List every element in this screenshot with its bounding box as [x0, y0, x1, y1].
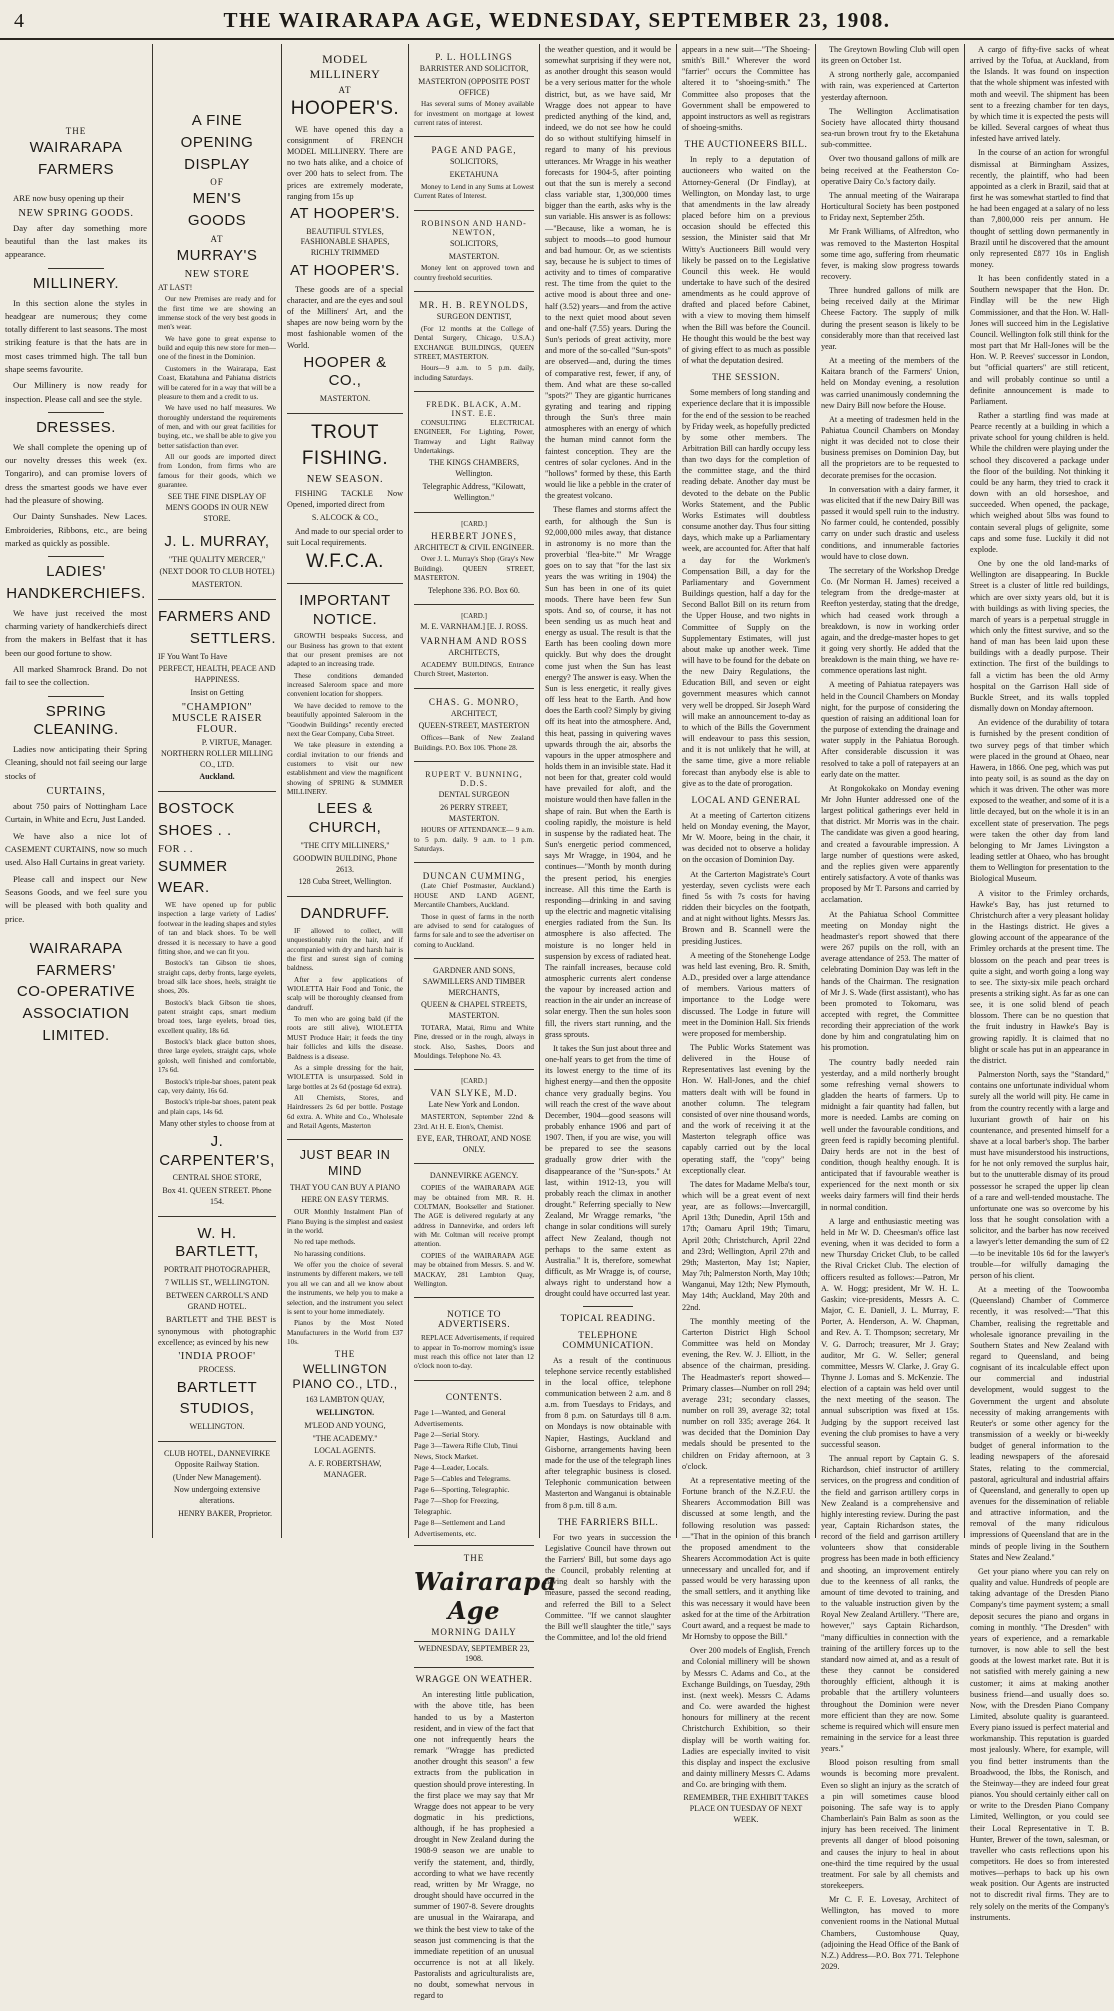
lees-church-ad	[287, 584, 403, 897]
footer-line-5: LIMITED.	[42, 1026, 110, 1044]
flour-champion: "CHAMPION" MUSCLE RAISER FLOUR.	[171, 701, 263, 735]
ad-firm-name-2: FARMERS	[37, 160, 114, 178]
bartlett-portrait: PORTRAIT PHOTOGRAPHER,	[163, 1265, 271, 1275]
news-item: A large and enthusiastic meeting was held in Mr W. D. Cheesman's office last evening, when it was decided to form a new Thursday Cricket Club, to be called the Rival Cricket Club. The election of officers resulted as follows:—Patron, Mr A. W. Hogg; president, Mr W. H. L. Gaskin; vice-presidents, Messrs A. C. Major, C. E. Daniell, J. L. Murray, F. Porter, A. Henderson, A. W. Chapman, and Rev. A. T. Thompson; secretary, Mr V. G. Darroch; treasurer, Mr J. Gray; auditor, Mr G. W. Seller; general committee, Messrs W. Clarke, J. Gray G. Thynne J. Lomas and S. McKenzie. The election of a captain was held over until the next meeting of the season. The annual subscription was fixed at 15s. Judging by the support received last evening the club promises to have a very successful season.	[821, 1216, 959, 1449]
cumming-text: Those in quest of farms in the north are advised to send for catalogues of farms for sale and to see the advertiser on coming to Auckland.	[414, 912, 534, 949]
gardner-addr: QUEEN & CHAPEL STREETS, MASTERTON.	[421, 1000, 527, 1021]
piano-text-5: Pianos by the Most Noted Manufacturers in the World from £37 10s.	[287, 1319, 403, 1346]
column-5	[540, 44, 676, 1643]
club-hotel-ad	[158, 1442, 276, 1524]
flour-heading-1: FARMERS AND	[158, 608, 272, 626]
dandruff-text: IF allowed to collect, will unquestionably ruin the hair, and if accompanied with dry and harsh hair is the first and surest sign of coming baldness.	[287, 926, 403, 973]
murray-line-1: A FINE	[191, 112, 243, 129]
flour-text: IF You Want To Have	[158, 651, 228, 661]
trout-new-season: NEW SEASON.	[306, 473, 384, 485]
slyke-name: VAN SLYKE, M.D.	[430, 1088, 518, 1099]
cumming-sub: (Late Chief Postmaster, Auckland.) HOUSE AND LAND AGENT, Mercantile Chambers, Auckland.	[414, 882, 534, 910]
card-page	[414, 137, 534, 210]
news-item: The annual report by Captain G. S. Richardson, chief instructor of artillery services, on the progress and condition of the field and garrison artillery corps in New Zealand is a comprehensive and highly interesting review. During the past year, Captain Richardson states, the record of the field and garrison artillery volunteers show that considerable progress has been made in both efficiency and shooting, an improvement entirely due to the keenness of all ranks, the amount of time devoted to training, and to the valuable instruction given by the Royal New Zealand Artillery. "There are, however," says Captain Richardson, "many difficulties in connection with the training of the artillery forces up to the standard now aimed at, and as a result of these they cannot be considered thoroughly efficient, although it is probable that the artillery volunteers throughout the Dominion were never more efficient than they are now. Some scheme is required which will ensure men remaining in the service for a least three years."	[821, 1454, 959, 1754]
dresses-text-2: Our Dainty Sunshades. New Laces. Embroideries, Ribbons, etc., are being marked as quickly as possible.	[5, 511, 147, 548]
card-slyke	[414, 1070, 534, 1164]
news-item: In the course of an action for wrongful dismissal at Birmingham Assizes, recently, the plaintiff, who had been appointed as a clerk in Brazil, said that at first he was somewhat startled to find that he had been engaged at a salary of no less than 7,800,000 reis per annum. He thought of settling down permanently in Brazil until he discovered that the amount only represented £877 10s in English money.	[970, 148, 1109, 269]
news-item: The Wellington Acclimatisation Society have allocated thirty thousand sea-run brown trout fry to the Eketahuna sub-committee.	[821, 106, 959, 150]
lees-text-3: We have decided to remove to the beautifully appointed Saleroom in the "Goodwin Buildings" recently erected next the Gear Company, Cuba Street.	[287, 701, 403, 738]
column-2	[153, 44, 281, 1538]
millinery-heading: MILLINERY.	[32, 274, 120, 292]
flour-company: NORTHERN ROLLER MILLING CO., LTD.	[161, 748, 273, 769]
bartlett-india-proof: 'INDIA PROOF'	[178, 1350, 256, 1362]
slyke-sub: Late New York and London.	[428, 1100, 520, 1110]
topical-heading: TOPICAL READING.	[560, 1313, 656, 1324]
wragge-cont-2: These flames and storms affect the earth, for although the Sun is 92,000,000 miles away, that distance in astronomy is no more than the proverbial 'flea-bite.'" Mr Wragge goes on to say that "for the last six years the was writing in 1904) the Sun has been in one of its quiet moods. There have been few Sun spots. And so, of course, it has not been sending us as much heat and energy as usual. The result is that the Earth has been cooling down more quickly. But why does the drought come just when the Sun has least energy? The answer is easy. When the Sun is less energetic, it really gives off less heat to the Earth. And how does the Earth cool? Simply by giving off its heat into the atmosphere. And, this heat, passing in quivering waves upwards through the air, absorbs the vapours in the upper atmosphere and holds them in an invisible state. Had it not been for that, greater cold would have prevailed for aloft, and the moisture would then have fallen in the shape of rain. But when the Earth is cooling rapidly, the moisture is held in suspense by the radiated heat. The Sun's energetic period commenced, says Mr Wragge, in 1904, and he continues—"Month by month during the present period, his energies increase. All this time the Earth is responding—drinking in and saving up the electric and magnetic vitalising energies radiated from the Sun. Its atmosphere is also affected. The moisture is no longer held in suspension by excess of radiated heat. The rainfall increases, because cold atmospheric currents alert condense the vapour by increased action and reaction in the air under an increase of solar energy. Then the sun holes soon fill, the rivers start running, and the grass sprouts.	[545, 505, 671, 1039]
contents-item: Page 7—Shop for Freezing, Telegraphic.	[414, 1495, 499, 1516]
dresses-text: We shall complete the opening up of our novelty dresses this week (ex. Tongariro), and can promise lovers of dress the smartest goods we have ever had the pleasure of showing.	[5, 441, 147, 505]
contents-item: Page 6—Sporting, Telegraphic.	[414, 1484, 510, 1494]
dandruff-text-2: After a few applications of WIOLETTA Hair Food and Tonic, the scalp will be thoroughly cleansed from dandruff.	[287, 975, 403, 1012]
bunning-hours: HOURS OF ATTENDANCE— 9 a.m. to 5 p.m. daily. 9 a.m. to 1 p.m. Saturdays.	[414, 826, 534, 854]
local-item: At a representative meeting of the Fortune branch of the N.Z.F.U. the Shearers Accommodation Bill was discussed at some length, and the following resolution was passed:—"That in the opinion of this branch the proposed amendment to the Shearers Accommodation Act is quite unnecessary and uncalled for, and if passed would be very harassing upon the small settlers, and it anything like this was necessary it would have been asked for at the time of the Arbitration Court award, and a request be made to Mr Hornsby to oppose the Bill."	[682, 1475, 810, 1642]
ad-intro: ARE now busy opening up their	[13, 192, 124, 203]
bartlett-studios-3: WELLINGTON.	[189, 1422, 245, 1432]
dandruff-text-5: All Chemists, Stores, and Hairdressers 2s 6d per bottle. Postage 6d extra. A. White and Co., Wholesale and Retail Agents, Masterton	[287, 1093, 403, 1131]
bostock-4: SUMMER	[158, 857, 228, 875]
bostock-ad	[158, 792, 276, 1217]
bunning-text: 26 PERRY STREET, MASTERTON.	[440, 802, 508, 823]
bostock-central: CENTRAL SHOE STORE,	[172, 1173, 262, 1183]
lees-name: LEES & CHURCH,	[308, 800, 382, 837]
local-heading: LOCAL AND GENERAL	[691, 795, 801, 806]
flour-insist: Insist on Getting	[190, 687, 244, 697]
bostock-text-5: Bostock's triple-bar shoes, patent peak cap, very dainty, 16s 6d.	[158, 1077, 276, 1095]
contents-item: Page 4—Leader, Locals.	[414, 1462, 489, 1472]
local-item: A meeting of the Stonehenge Lodge was held last evening, Bro. R. Smith, A.D., presided over a large attendance of members. Various matters of importance to the Lodge were discussed. The Lodge in future will meet in the Dominion Hall. Six friends were proposed for membership.	[682, 950, 810, 1038]
contents-item: Page 1—Wanted, and General Advertisements.	[414, 1407, 506, 1428]
robinson-name: ROBINSON AND HAND-NEWTON,	[421, 218, 527, 237]
local-item: The Public Works Statement was delivered in the House of Representatives last evening by the Hon. W. Hall-Jones, and the chief matters dealt with will be found in another column. The telegram consisted of over nine thousand words, and the work of receiving it at the Masterton telegraph office was capably carried out by the local operating staff, the "copy" being exceptionally clear.	[682, 1042, 810, 1175]
farriers-heading: THE FARRIERS BILL.	[557, 1517, 659, 1528]
hooper-text-2: These goods are of a special character, and are the eyes and soul of the Milliners' Art, and the shapes are now being worn by the most fashionable women of the World.	[287, 284, 403, 350]
footer-line-4: ASSOCIATION	[22, 1005, 130, 1023]
varnham-names: M. E. VARNHAM.] [E. J. ROSS.	[420, 622, 528, 632]
wragge-text: An interesting little publication, with the above title, has been handed to us by a Masterton resident, and in view of the fact that one not infrequently hears the remark "Wragge has predicted another drought this season" a few extracts from the publication in question should prove interesting. In the first place we may say that Mr Wragge does not appear to be very dogmatic in his predictions, although, if he has prophesied a drought in New Zealand during the 1908-9 season we are unable to verify the statement, and, thirdly, according to what we have recently read, written by Mr Wragge, no drought should have occurred in the summer of 1907-8. Severe droughts are unusual in the Wairarapa, and we think the best view to take of the season just commencing is that the immediate repetition of an unusual occurrence is not at all likely. Pastoralists and agriculturalists are, no doubt, somewhat nervous in regard to	[414, 1690, 534, 2001]
trout-1: TROUT	[311, 422, 379, 444]
millinery-text-2: Our Millinery is now ready for inspection. Please call and see the style.	[5, 380, 147, 404]
piano-text: OUR Monthly Instalment Plan of Piano Buying is the simplest and easiest in the world.	[287, 1208, 403, 1235]
murray-ad	[158, 44, 276, 600]
news-item: It has been confidently stated in a Southern newspaper that the Hon. Dr. Findlay will be the new High Commissioner, and that the Hon. W. Hall-Jones will succeed him in the Legislative Council. Wellington folk still think for the most part that Mr Hall-Jones will be the Hon. W. P. Reeves' successor in London, but "official quarters" are still reticent, and will probably continue so until a definite announcement is made to Parliament.	[970, 274, 1109, 406]
news-item: At a meeting of the members of the Kaitara branch of the Farmers' Union, held on Monday evening, a resolution was carried unanimously condemning the new Dairy Bill now before the House.	[821, 356, 959, 410]
notice-to-advertisers	[414, 1298, 534, 1380]
varnham-sub: ARCHITECTS,	[448, 648, 500, 658]
piano-company: WELLINGTON PIANO CO., LTD.,	[292, 1362, 398, 1392]
page-sub: SOLICITORS,	[449, 157, 499, 167]
murray-line-6: GOODS	[187, 212, 247, 229]
murray-p4: We have used no half measures. We thoroughly understand the requirements of men, and with our great facilities for buying, etc., we shall be able to give you better satisfaction than ever.	[158, 404, 276, 450]
slyke-text-2: EYE, EAR, THROAT, AND NOSE ONLY.	[416, 1133, 532, 1154]
page-name: PAGE AND PAGE,	[431, 145, 517, 156]
card-jones	[414, 513, 534, 606]
bartlett-studios-2: STUDIOS,	[179, 1400, 255, 1418]
dandruff-ad	[287, 897, 403, 1140]
dannevirke-agency	[414, 1164, 534, 1298]
hooper-name: HOOPER'S.	[290, 98, 400, 119]
farriers-text: For two years in succession the Legislative Council have thrown out the Farriers' Bill, but some days ago the Council, probably relenting at having dealt so harshly with the measure, passed the second reading, and referred the Bill to a Select Committee. "If we cannot slaughter the Bill we'll slaughter the title," says the Committee, and lo! the old friend	[545, 1532, 671, 1643]
news-item: The secretary of the Workshop Dredge Co. (Mr Norman H. James) received a telegram from the dredge-master at Reefton yesterday, stating that the dredge, which had ceased work through a breakdown, is now in working order again, and the dredge-master hopes to get it going very shortly. He added that the breakdown is the main thing, we have re-commence operations last night.	[821, 565, 959, 676]
varnham-card: [CARD.]	[461, 612, 487, 621]
club-hotel-mgmt: (Under New Management).	[172, 1472, 262, 1482]
piano-local: LOCAL AGENTS.	[314, 1446, 376, 1456]
hooper-model: MODEL MILLINERY	[309, 52, 381, 81]
editorial	[414, 1546, 557, 2011]
reynolds-name: MR. H. B. REYNOLDS,	[419, 300, 529, 311]
monro-sub: ARCHITECT,	[450, 708, 498, 718]
farriers-cont: appears in a new suit—"The Shoeing-smith's Bill." Wherever the word "farrier" occurs the Committee has altered it to "shoeing-smith." The Committee also proposes that the Government shall be empowered to appoint instructors as well as registrars of shoeing-smiths.	[682, 45, 810, 133]
hooper-town: MASTERTON.	[319, 394, 371, 404]
news-item: A meeting of Pahiatua ratepayers was held in the Council Chambers on Monday night, for the purpose of considering the question of raising an additional loan for the purpose of extending the drainage and water supply in the Pahiatua Borough. After considerable discussion it was resolved to take a poll of ratepayers at an early date on the matter.	[821, 680, 959, 779]
page-town: EKETAHUNA	[449, 170, 499, 180]
bostock-3: FOR . .	[158, 843, 194, 855]
hooper-beautiful: BEAUTIFUL STYLES, FASHIONABLE SHAPES, RICHLY TRIMMED	[300, 226, 390, 258]
dannevirke-text-2: COPIES of the WAIRARAPA AGE may be obtained from Messrs. S. and W. MACKAY, 281 Lambton Quay, Wellington.	[414, 1251, 534, 1288]
card-black	[414, 392, 534, 513]
flag-morning: MORNING DAILY	[431, 1626, 517, 1637]
gardner-text: TOTARA, Matai, Rimu and White Pine, dressed or in the rough, always in stock. Also, Sashes, Doors and Mouldings. Telephone No. 43.	[414, 1023, 534, 1061]
bunning-sub: DENTAL SURGEON	[438, 789, 510, 799]
spring-cleaning-heading: SPRING CLEANING.	[33, 702, 119, 739]
local-remember: REMEMBER, THE EXHIBIT TAKES PLACE ON TUESDAY OF NEXT WEEK.	[683, 1793, 809, 1824]
contents-item: Page 5—Cables and Telegrams.	[414, 1473, 511, 1483]
piano-bear-3: HERE ON EASY TERMS.	[301, 1195, 389, 1205]
masthead	[0, 0, 1114, 40]
bostock-text-4: Bostock's black glace button shoes, three large eyelets, straight caps, whole golosh, well finished and comfortable, 17s 6d.	[158, 1038, 276, 1075]
notice-text: REPLACE Advertisements, if required to appear in To-morrow morning's issue must reach this office not later than 12 o'clock noon to-day.	[414, 1334, 534, 1371]
news-item: Palmerston North, says the "Standard," contains one unfortunate individual whom surely all the world will pity. He came in from the country recently with a large and luxuriant growth of hair on his countenance, and presented himself for a shave at a local barber's shop. The barber must have misunderstood his instructions, for he not only removed the surplus hair, but to the unutterable dismay of its proud possessor he scraped the upper lip clean of a rare and well-tended moustache. The unfortunate one was so overcome by his loss that he sought consolation with a solicitor, and the barber has now received a lawyer's letter demanding the sum of £2—to be inevitable 10s 6d for the lawyer's trouble—for wilfully damaging the person of his client.	[970, 1070, 1109, 1280]
column-1-farmers-ad	[0, 44, 152, 1538]
murray-p3: Customers in the Wairarapa, East Coast, Ekatahuna and Pahiatua districts will be catered for in a way that will be a pleasure to them and a credit to us.	[158, 364, 276, 401]
telephone-text: As a result of the continuous telephone service recently established in the local office, telephone communication between 2 a.m. and 8 a.m. from Tuesdays to Fridays, and from 8 p.m. on Saturdays till 8 a.m. on Mondays is now obtainable with Napier, Hastings, Auckland and Gisborne, arrangements having been made for the use of the telegraph lines after telegraphic business is closed. Telephonic communication between Masterton and Wanganui is obtainable from 8 p.m. till 8 a.m.	[545, 1355, 671, 1510]
dandruff-heading: DANDRUFF.	[300, 905, 390, 923]
piano-text-2: No red tape methods.	[294, 1238, 356, 1247]
contents-item: Page 2—Serial Story.	[414, 1429, 480, 1439]
dannevirke-text: COPIES of the WAIRARAPA AGE may be obtained from MR. R. H. COLTMAN, Bookseller and Stationer. The AGE is delivered regularly at any address in Dannevirke, and orders left with Mr. Coltman will receive prompt attention.	[414, 1184, 534, 1249]
newspaper-title: THE WAIRARAPA AGE, WEDNESDAY, SEPTEMBER 23, 1908.	[223, 8, 891, 32]
jones-tel: Telephone 336. P.O. Box 60.	[428, 585, 520, 595]
hollings-name: P. L. HOLLINGS	[435, 52, 513, 62]
hollings-sub: BARRISTER AND SOLICITOR,	[419, 64, 529, 73]
murray-p1: Our new Premises are ready and for the first time we are showing an immense stock of the very best goods in men's wear.	[158, 295, 276, 332]
murray-line-3: DISPLAY	[184, 155, 250, 173]
contents-item: Page 8—Settlement and Land Advertisements, etc.	[414, 1517, 505, 1538]
lees-text-4: We take pleasure in extending a cordial invitation to our friends and customers to visit our new establishment and view the magnificent showing of SPRING & SUMMER MILLINERY.	[287, 741, 403, 797]
news-item: A visitor to the Frimley orchards, Hawke's Bay, has just returned to Christchurch after a very pleasant holiday in the Hastings district. He gives a glowing account of the appearance of the Frimley orchards at the present time. The blossom on the peach and pear trees is quite a sight, and worth going a long way to see. The sixty-six mile peach orchard presents a striking sight. As far as one can see, it is one solid blend of peach blossom. There can be no question that the fruit industry in Hawke's Bay is growing rapidly. It is claimed that no blight or scale has put in an appearance in the district.	[970, 888, 1109, 1065]
bartlett-name: W. H. BARTLETT,	[175, 1224, 259, 1261]
trout-text-2: And made to our special order to suit Local requirements.	[287, 526, 403, 547]
lees-important: IMPORTANT NOTICE.	[299, 591, 391, 628]
card-gardner	[414, 959, 534, 1070]
local-item: At a meeting of Carterton citizens held on Monday evening, the Mayor, Mr W. Moore, being in the chair, it was decided not to observe a holiday on the occasion of Dominion Day.	[682, 810, 810, 865]
notice-heading: NOTICE TO ADVERTISERS.	[437, 1310, 511, 1331]
local-item: Over 200 models of English, French and Colonial millinery will be shown by Messrs C. Adams and Co., at the Exchange Buildings, on Tuesday, 29th inst. (next week). Messrs C. Adams and Co. were awarded the highest honours for millinery at the recent Christchurch Exhibition, so their display will be worth waiting for. Ladies are especially invited to visit this display and inspect the exclusive and dainty millinery Messrs C. Adams and Co. are bringing with them.	[682, 1646, 810, 1790]
column-3	[282, 44, 408, 1538]
news-item: The annual meeting of the Wairarapa Horticultural Society has been postponed to Friday next, September 25th.	[821, 190, 959, 223]
hollings-text: Has several sums of Money available for investment on mortgage at lowest current rates of interest.	[414, 100, 534, 128]
monro-text: QUEEN-STREET, MASTERTON	[418, 721, 530, 731]
bartlett-between: BETWEEN CARROLL'S AND GRAND HOTEL.	[165, 1290, 269, 1311]
varnham-firm: VARNHAM AND ROSS	[420, 636, 528, 647]
piano-the: THE	[334, 1349, 356, 1360]
trout-text: FISHING TACKLE Now Opened, imported direct from	[287, 488, 403, 509]
reynolds-sub: SURGEON DENTIST,	[436, 312, 512, 322]
ladies-text-2: All marked Shamrock Brand. Do not fail to see the collection.	[5, 664, 147, 688]
bostock-many: Many other styles to choose from at	[159, 1119, 275, 1128]
bunning-name: RUPERT V. BUNNING, D.D.S.	[425, 769, 523, 788]
murray-quality: "THE QUALITY MERCER,"	[168, 554, 266, 564]
trout-alcock: S. ALCOCK & CO.,	[311, 512, 379, 522]
murray-line-7: AT	[210, 233, 224, 244]
footer-line-2: FARMERS'	[36, 961, 116, 979]
piano-academy: "THE ACADEMY."	[312, 1433, 378, 1443]
murray-line-2: OPENING	[180, 133, 254, 151]
murray-line-9: NEW STORE	[184, 268, 250, 280]
wragge-cont-1: the weather question, and it would be somewhat surprising if they were not, as another drought this season would be a very serious matter for the whole district, but, as we have said, Mr Wragge does not appear to have predicted anything of the kind, and, indeed, we do not see how he could do so without stultifying himself in regard to many of his previous utterances. Mr Wragge in his weather forecasts for 1904-5, after pointing out that the sun is merely a second class variable star, 1,300,000 times bigger than the earth, asks why is the sun variable. His answer is as follows:—"Because, like a woman, he is subject to moods—to good humour and bad humour. Or, as we scientists say, because he is subject to times of activity and to times of comparative rest. The time from the quiet to the active mood is about three and one-half (3.52) years—and from the active to the next quiet mood about seven and one-half (7.55) years. During the Sun's periods of great activity, more and more of the so-called "Sun-spots" are observed—and, during the times of comparative rest, fewer, if any, of them. And what are these so-called "spots?" They are gigantic hurricanes gyrating and tearing and ripping through the Sun's three main atmospheres with an energy of which the human mind cannot form the faintest conception. They are the centres of solar cyclones. And in the "hollows" formed by these, this Earth would lie like a pebble in the crater of the greatest volcano.	[545, 45, 671, 501]
bartlett-process: PROCESS.	[198, 1364, 236, 1374]
news-item: At Rongokokako on Monday evening Mr John Hunter addressed one of the largest political gatherings ever held in that district. Mr Morris was in the chair. The candidate was given a good hearing, and created a favourable impression. A large number of questions were asked, and the replies given were apparently entirely satisfactory. A vote of thanks was proposed by Mr T. Parsons and carried by acclamation.	[821, 783, 959, 905]
lees-text: GROWTH bespeaks Success, and our Business has grown to that extent that our present premises are not adapted to an increasing trade.	[287, 632, 403, 669]
hooper-text: WE have opened this day a consignment of FRENCH MODEL MILLINERY. There are no two hats alike, and a choice of over 200 hats to select from. The prices are extremely moderate, ranging from 15s up	[287, 124, 403, 201]
bostock-1: BOSTOCK	[158, 800, 235, 818]
spring-text: Ladies now anticipating their Spring Cleaning, should not fail seeing our large stocks of	[5, 744, 147, 781]
news-item: Three hundred gallons of milk are being received daily at the Mirimar Cheese Factory. The supply of milk during the present season is likely to be considerably more than that received last year.	[821, 286, 959, 351]
column-6	[677, 44, 815, 1824]
flour-ad	[158, 600, 276, 792]
piano-bear-2: THAT YOU CAN BUY A PIANO	[289, 1182, 401, 1192]
hooper-at-hoopers: AT HOOPER'S.	[290, 204, 400, 222]
murray-at-last: AT LAST!	[158, 282, 193, 292]
bostock-text-2: Bostock's tan Gibson tie shoes, straight caps, derby fronts, large eyelets, broad silk lace shoes, heels, straight tie shoes, 20s.	[158, 959, 276, 996]
news-item: Rather a startling find was made at Pearce recently at a building in which a private school for young children is held. While the children were playing under the school they discovered a package under the floor of the building. Not thinking it could be any harm, they tried to crack it down with an old horseshoe, and succeeded. When opened, the package, which weighed about 5lbs was found to contain several plugs of gelignite, some caps and some fuse. Luckily it did not explode.	[970, 411, 1109, 554]
piano-bear-1: JUST BEAR IN MIND	[299, 1148, 391, 1179]
lees-city: "THE CITY MILLINERS,"	[300, 840, 390, 850]
ladies-text: We have just received the most charming variety of handkerchiefs direct from the makers in Belfast that it has been our good fortune to show.	[5, 607, 147, 658]
trout-ad	[287, 414, 403, 584]
club-hotel-alt: Now undergoing extensive alterations.	[173, 1485, 261, 1506]
black-telegraphic: Telegraphic Address, "Kilowatt, Wellington."	[422, 482, 526, 502]
hooper-at-hoopers-2: AT HOOPER'S.	[290, 262, 400, 280]
telephone-heading: TELEPHONE COMMUNICATION.	[562, 1330, 654, 1351]
trout-2: FISHING.	[301, 447, 389, 469]
session-heading: THE SESSION.	[712, 373, 780, 384]
closing-text: Please call and inspect our New Seasons Goods, and we feel sure you will be pleased with both quality and price.	[5, 873, 147, 924]
ad-the: THE	[65, 126, 87, 136]
news-item: At a meeting of tradesmen held in the Pahiatua Council Chambers on Monday night it was decided not to close their business premises on Dominion Day, but all the proprietors are to be requested to decorate premises for the occasion.	[821, 414, 959, 480]
contents-box	[414, 1381, 534, 1546]
jones-text: Over J. L. Murray's Shop (Gray's New Building). QUEEN STREET, MASTERTON.	[414, 555, 534, 583]
contents-list	[414, 1407, 534, 1539]
lees-goodwin: GOODWIN BUILDING, Phone 2613.	[293, 853, 397, 874]
jones-card: [CARD.]	[461, 519, 487, 528]
page-text: Money to Lend in any Sums at Lowest Current Rates of Interest.	[414, 183, 534, 201]
bartlett-address: 7 WILLIS ST., WELLINGTON.	[164, 1277, 270, 1287]
flag-the: THE	[463, 1552, 485, 1563]
card-cumming	[414, 863, 534, 959]
bostock-2: SHOES . .	[158, 821, 232, 839]
card-robinson	[414, 211, 534, 292]
murray-line-5: MEN'S	[192, 190, 242, 208]
casement-text: We have also a nice lot of CASEMENT CURTAINS, now so much used. Also Hall Curtains in great variety.	[5, 830, 147, 868]
session-text: Some members of long standing and experience declare that it is impossible for the end of the session to be reached by Friday week, as hopefully predicted by some other members. The Arbitration Bill can hardly occupy less than two days for the completion of the committee stage, and the third reading debate. Another day must be devoted to the debate on the Public Works Statement, and the Public Works Estimates will doubtless consume another day. Thus four sitting days, which make up a Parliamentary week, are accounted for. After that half a day for the Workmen's Compensation Bill, a day for the Parliamentary and Government Buildings question, half a day for the Second Ballot Bill on its return from the Upper House, and two nights in Committee of Supply on the Supplementary Estimates, will just about make up another week. Time will have to be found for the debate on the new Dairy Regulations, the Education Bill, and seven or eight government measures which cannot very well be dropped. Sir Joseph Ward will make an announcement to-day as to which of the Bills the Government will endeavour to pass this session, and it is not unlikely that he will, at the same time, give a more reliable forecast than anybody else is able to give as to the date of prorogation.	[682, 388, 810, 788]
flour-text-2: PERFECT, HEALTH, PEACE AND HAPPINESS.	[158, 664, 276, 685]
local-item: The monthly meeting of the Carterton District High School Committee was held on Monday evening, the Rev. W. J. Elliott, in the absence of the chairman, presiding. The Headmaster's report showed—Primary classes—Number on roll 294; average 231; secondary classes, number on roll 39, average 32; total number on roll 335; average 264. It was decided that the Dominion Day medals should be presented to the children on Friday afternoon, at 3 o'clock.	[682, 1316, 810, 1471]
newspaper-flag: Wairarapa Age	[414, 1566, 557, 1625]
black-name: FREDK. BLACK, A.M. INST. E.E.	[426, 400, 522, 419]
slyke-text: MASTERTON, September 22nd & 23rd. At H. E. Eton's, Chemist.	[414, 1113, 534, 1131]
contents-item: Page 3—Tawera Rifle Club, Tinui News, Stock Market.	[414, 1440, 518, 1461]
column-7	[816, 44, 964, 1972]
curtains-heading: CURTAINS,	[46, 786, 106, 798]
dandruff-text-3: To men who are going bald (if the roots are still alive), WIOLETTA MUST Produce Hair; it feeds the tiny hair follicles and kills the disease. Baldness is a disease.	[287, 1015, 403, 1061]
news-item: Mr Frank Williams, of Alfredton, who was removed to the Masterton Hospital some time ago, suffering from rheumatic fever, is making slow progress towards recovery.	[821, 227, 959, 281]
dresses-heading: DRESSES.	[36, 419, 116, 436]
hooper-ad	[287, 44, 403, 414]
news-item: Over two thousand gallons of milk are being received at the Featherston Co-operative Dairy Co.'s factory daily.	[821, 154, 959, 186]
news-item: At the Pahiatua School Committee meeting on Monday night the headmaster's report showed that there were 267 pupils on the roll, with an average attendance of 253. The matter of celebrating Dominion Day was left in the hands of the Chairman. The resignation of Mr J. S. Wade (first assistant), who has been promoted to Tokomaru, was accepted with regret, the Committee recording their appreciation of the work done by him and congratulating him on his promotion.	[821, 909, 959, 1053]
news-item: Mr C. F. E. Lovesay, Architect of Wellington, has moved to more convenient rooms in the National Mutual Chambers, Customhouse Quay, (adjoining the Head Office of the Bank of N.Z.) Address—P.O. Box 771. Telephone 2029.	[821, 1895, 959, 1972]
monro-text-2: Offices—Bank of New Zealand Buildings. P.O. Box 106. 'Phone 28.	[414, 734, 534, 752]
flour-heading-2: SETTLERS.	[189, 629, 276, 647]
local-item: At the Carterton Magistrate's Court yesterday, seven cyclists were each fined 5s with 7s costs for having ridden their bicycles on the footpath, and at night without lights. Messrs Jas. Brown and B. Scannell were the presiding Justices.	[682, 869, 810, 946]
bostock-text: WE have opened up for public inspection a large variety of Ladies' footwear in the leading shapes and styles of tan and black shoes. To be well dressed it is necessary to have a good fitting shoe, and we can fit you.	[158, 901, 276, 956]
bostock-carpenter: J. CARPENTER'S,	[159, 1132, 275, 1169]
news-item: A strong northerly gale, accompanied with rain, was experienced at Carterton yesterday afternoon.	[821, 70, 959, 102]
varnham-text: ACADEMY BUILDINGS, Entrance Church Street, Masterton.	[414, 660, 534, 679]
millinery-text: In this section alone the styles in headgear are numerous; they come totally different to last seasons. The most striking feature is that the hats are in most cases trimmed high. The tall bun shape seems favourite.	[5, 297, 147, 375]
dannevirke-heading: DANNEVIRKE AGENCY.	[429, 1171, 519, 1181]
piano-mleod: M'LEOD AND YOUNG,	[304, 1420, 386, 1430]
bartlett-text: BARTLETT and THE BEST is synonymous with photographic excellence; as evinced by his new	[158, 1315, 276, 1347]
ad-firm-name-1: WAIRARAPA	[29, 139, 123, 156]
piano-city: WELLINGTON.	[315, 1408, 375, 1418]
bartlett-ad	[158, 1217, 276, 1442]
jones-name: HERBERT JONES,	[431, 530, 517, 541]
jones-sub: ARCHITECT & CIVIL ENGINEER.	[414, 542, 534, 552]
news-item: A cargo of fifty-five sacks of wheat arrived by the Tofua, at Auckland, from the Islands. It was found on inspection that the whole shipment was infested with moth and weevil. The shipment has been sent to a freezing chamber for ten days, by which time it is expected the pests will be killed. Several cargoes of wheat thus infested have arrived lately.	[970, 45, 1109, 144]
flour-city: Auckland.	[199, 772, 235, 782]
ad-goods-heading: NEW SPRING GOODS.	[18, 207, 134, 219]
bostock-text-3: Bostock's black Gibson tie shoes, patent straight caps, smart medium broad toes, large eyelets, broad ties, excellent quality, 18s 6d.	[158, 998, 276, 1035]
local-item: The dates for Madame Melba's tour, which will be a great event of next year, are as follows:—Invercargill, April 13th; Dunedin, April 15th and 17th; Oamaru April 19th; Timaru, April 20th; Christchurch, April 22nd and 23rd; Wellington, April 27th and 29th; Masterton, May 1st; Napier, May 7th; Palmerston North, May 10th; Wanganui, May 12th; New Plymouth, May 14th; Auckland, May 20th and 22nd.	[682, 1179, 810, 1312]
page-number: 4	[14, 10, 24, 32]
lees-cuba: 128 Cuba Street, Wellington.	[298, 877, 392, 887]
flour-manager: P. VIRTUE, Manager.	[201, 737, 272, 747]
club-hotel-name: CLUB HOTEL, DANNEVIRKE Opposite Railway Station.	[164, 1448, 270, 1469]
auctioneers-text: In reply to a deputation of auctioneers who waited on the Attorney-General (Dr Findlay), at Wellington, on Monday last, to urge that amendments in the law already placed before him on a previous occasion should be effected this session, the Minister said that Mr Witty's Auctioneers Bill would very likely be passed on to the Legislative Council this week. He would undertake to have such of the desired amendments as he could approve of drafted and placed before Cabinet, with a view to moving them himself when the Bill was before the Council. He thought this would be the best way of giving effect to as much as possible of what the deputation desired.	[682, 155, 810, 366]
hooper-co: HOOPER & CO.,	[303, 353, 387, 390]
robinson-text: Money lent on approved town and country freehold securities.	[414, 264, 534, 282]
robinson-sub: SOLICITORS,	[449, 238, 499, 248]
bostock-5: WEAR.	[158, 879, 210, 897]
reynolds-hours: Hours—9 a.m. to 5 p.m. daily, including Saturdays.	[414, 364, 534, 382]
ladies-heading-2: HANDKERCHIEFS.	[6, 585, 146, 602]
murray-line-4: OF	[210, 177, 224, 188]
piano-ad	[287, 1140, 403, 1488]
black-kings: THE KINGS CHAMBERS, Wellington.	[428, 458, 519, 479]
club-hotel-proprietor: HENRY BAKER, Proprietor.	[178, 1508, 272, 1518]
piano-address: 163 LAMBTON QUAY,	[305, 1395, 385, 1405]
murray-see: SEE THE FINE DISPLAY OF MEN'S GOODS IN OUR NEW STORE.	[165, 492, 269, 524]
card-varnham	[414, 605, 534, 688]
hooper-at: AT	[338, 85, 352, 95]
slyke-card: [CARD.]	[461, 1077, 487, 1086]
news-item: An evidence of the durability of totara is furnished by the present condition of two survey pegs of that timber which were placed in the ground at Ohaeo, near Hawera, in 1866. One peg, which was put into peaty soil, is as sound as the day on which it was driven. The other was more exposed to the weather, and some of it is a little decayed, but on the whole it is in an excellent state of preservation. The pegs were taken the other day from land belonging to Mr James Livingston a leading settler at Ohaeo, who has brought them to Wellington for presentation to the Biological Museum.	[970, 718, 1109, 884]
murray-town: MASTERTON.	[191, 580, 243, 590]
trout-wfca: W.F.C.A.	[306, 551, 384, 573]
piano-manager: A. F. ROBERTSHAW, MANAGER.	[308, 1459, 382, 1480]
card-monro	[414, 689, 534, 762]
footer-line-3: CO-OPERATIVE	[16, 983, 136, 1001]
bartlett-studios-1: BARTLETT	[176, 1378, 258, 1396]
curtains-text: about 750 pairs of Nottingham Lace Curtain, in White and Ecru, Just Landed.	[5, 801, 147, 825]
news-item: Get your piano where you can rely on quality and value. Hundreds of people are taking advantage of the Dresden Piano Company's time payment system; a small deposit secures the piano and organs in coming in monthly. "The Dresden" with years of experience, and a remarkable turnover, is now able to sell the best goods at the lowest market rate. But it is not satisfied with merely gaining a new customer; it aims at making another business friend—and usually does so. Now, with the Dresden Piano Company Limited, absolute quality is guaranteed. Every piano issued is perfect material and workmanship. This reputation is guarded most jealously. Where, for example, will you find better instruments than the Broadwood, the Ibbs, the Ronisch, and the Steinway—they are indeed four great pianos. You should certainly either call on or write to the Dresden Piano Company Limited, Wellington, or you could see their Local Representative in T. B. Hunter, Brewer of the town, salesman, or traveller who casts reflections upon his competitors. He does so from interested motives—perhaps to back up his own weak position. Our Agents are instructed not to discredit rival firms. They are to rely solely on the merits of the Company's instruments.	[970, 1566, 1109, 1922]
news-item: The Greytown Bowling Club will open its green on October 1st.	[821, 45, 959, 66]
murray-name: J. L. MURRAY,	[164, 532, 270, 550]
news-item: At a meeting of the Toowoomba (Queensland) Chamber of Commerce recently, it was resolved:—"That this Chamber, realising the regrettable and wholesale ignorance prevailing in the Southern States and New Zealand with regard to Queensland, and being cognisant of its incalculable effect upon our commercial and industrial development, would suggest to the Government the urgent and absolute necessity of making arrangements with Reuter's or some other agency for the transmission of a weekly or bi-weekly budget of general information to the leading newspapers of the aforesaid States, relating to the commercial, pastoral, agricultural and industrial affairs of Queensland, and generally to open up avenues for the dissemination of reliable and attractive information, and the removal of the many ridiculous impressions of Queensland that are in the minds of people living in the Southern States and New Zealand."	[970, 1285, 1109, 1562]
ladies-heading-1: LADIES'	[46, 563, 106, 581]
black-text: CONSULTING ELECTRICAL ENGINEER, For Lighting, Power, Tramway and Light Railway Undertakings.	[414, 419, 534, 456]
card-hollings	[414, 44, 534, 137]
piano-text-3: No harassing conditions.	[294, 1249, 366, 1258]
wragge-cont-3: It takes the Sun just about three and one-half years to get from the time of its lowest energy to the time of its highest energy—and then the opposite chance very gradually begins. You will reach the crest of the wave about December, 1904—good seasons will probably enhance 1906 and part of 1907. Then, if you are wise, you will be prepared to see the seasons gradually grow drier with the disappearance of the "Sun-spots." At last, within 1912-13, you will probably reach the climax in another drought." Referring specially to New Zealand, Mr Wragge remarks, "the change in solar conditions will surely affect New Zealand, though not perhaps to the same extent as Australia." It is, therefore, somewhat difficult, as Mr Wragge is, of course, always right to understand how a drought could have occurred last year.	[545, 1043, 671, 1299]
ad-intro-2: Day after day something more beautiful than the last makes its appearance.	[5, 222, 147, 260]
gardner-name: GARDNER AND SONS, SAWMILLERS AND TIMBER MERCHANTS,	[422, 965, 526, 997]
wragge-heading: WRAGGE ON WEATHER.	[415, 1675, 533, 1686]
murray-p2: We have gone to great expense to build and equip this new store for men—one of the finest in the Dominion.	[158, 334, 276, 362]
auctioneers-heading: THE AUCTIONEERS BILL.	[684, 140, 808, 151]
murray-line-8: MURRAY'S	[176, 246, 258, 264]
robinson-town: MASTERTON.	[448, 251, 500, 261]
bostock-box: Box 41. QUEEN STREET. Phone 154.	[162, 1186, 272, 1206]
murray-p5: All our goods are imported direct from London, from firms who are famous for their goods, which we guarantee.	[158, 453, 276, 490]
dandruff-text-4: As a simple dressing for the hair, WIOLETTA is unsurpassed. Sold in large bottles at 2s 6d (postage 6d extra).	[287, 1063, 403, 1091]
contents-heading: CONTENTS.	[445, 1392, 503, 1403]
dateline: WEDNESDAY, SEPTEMBER 23, 1908.	[414, 1641, 534, 1669]
news-item: In conversation with a dairy farmer, it was elicited that if the new Dairy Bill was passed it would spell ruin to the industry. No farmer could, he contended, possibly carry on under such drastic and useless conditions, and innumerable factories would have to close down.	[821, 484, 959, 561]
murray-next: (NEXT DOOR TO CLUB HOTEL)	[159, 567, 275, 577]
card-reynolds	[414, 292, 534, 392]
cumming-name: DUNCAN CUMMING,	[422, 871, 526, 882]
column-8	[965, 44, 1114, 1922]
reynolds-text: (For 12 months at the College of Dental Surgery, Chicago, U.S.A.) EXCHANGE BUILDINGS, QUEEN STREET, MASTERTON.	[414, 324, 534, 361]
bostock-text-6: Bostock's triple-bar shoes, patent peak and plain caps, 14s 6d.	[158, 1098, 276, 1116]
hollings-addr: MASTERTON (OPPOSITE POST OFFICE)	[418, 76, 530, 97]
news-item: The country badly needed rain yesterday, and a mild northerly brought some refreshing vernal showers to gladden the hearts of farmers. Up to midnight a fair quantity had fallen, but more is needed. Lambs are coming on well under the favourable conditions, and green feed is rapidly becoming plentiful. Dairy herds are not in the best of condition, though healthy enough. It is anticipated that if favourable weather is experienced for the next month or six weeks dairy farmers will find their herds in normal condition.	[821, 1057, 959, 1212]
news-item: One by one the old land-marks of Wellington are disappearing. In Buckle Street is a cluster of little red buildings, which are over sixty years old, but it is with buildings as with living species, the march of years is a perpetual struggle in which only the fittest survive, and so the hand of man has been laid upon these buildings with a deadly purpose. Their extinction. The first of the buildings to fall a victim has been the old Army hospital on the Garrison Hall side of Buckle Street, and its walls toppled dismally down on Monday afternoon.	[970, 559, 1109, 714]
piano-text-4: We offer you the choice of several instruments by different makers, we tell you all we can and all we know about the instruments, we help you to make a selection, and the instrument you select is sent to your home immediately.	[287, 1261, 403, 1316]
card-bunning	[414, 762, 534, 863]
footer-line-1: WAIRARAPA	[29, 939, 123, 957]
news-item: Blood poison resulting from small wounds is becoming more prevalent. Even so slight an injury as the scratch of a pin will sometimes cause blood poisoning. The safe way is to apply Chamberlain's Pain Balm as soon as the injury has been received. The liniment prevents all danger of blood poisoning and causes the injury to heal in about one-third the time required by the usual treatment. For sale by all chemists and storekeepers.	[821, 1758, 959, 1890]
monro-name: CHAS. G. MONRO,	[428, 696, 520, 707]
column-4	[409, 44, 557, 2001]
lees-text-2: These conditions demanded increased Saleroom space and more convenient location for shoppers.	[287, 671, 403, 699]
